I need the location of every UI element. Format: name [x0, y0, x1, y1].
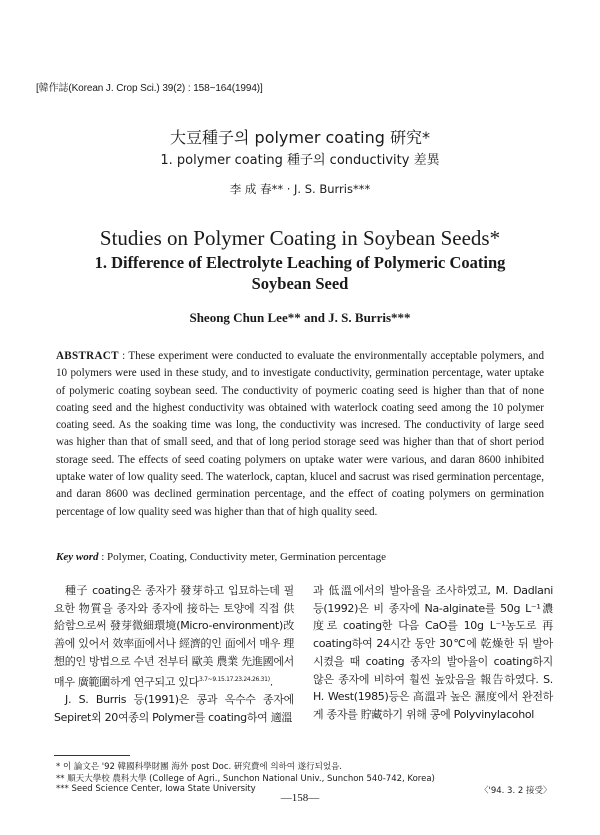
- citation-superscript: 3.7~9.15.17.23.24.26.31): [198, 675, 270, 683]
- body-column-right: [313, 582, 553, 724]
- english-authors: Sheong Chun Lee** and J. S. Burris***: [189, 310, 411, 325]
- body-column-left: [54, 582, 294, 726]
- body-paragraph: [54, 582, 294, 691]
- keywords: [56, 551, 546, 563]
- korean-subtitle: 1. polymer coating 種子의 conductivity 差異: [160, 153, 440, 168]
- body-text: 種子 coating은 종자가 發芽하고 입묘하는데 필요한 物質을 종자와 종자에 接하는 토양에 직접 供給함으로써 發芽微細環境(Micro-environment)改善에 있어서 效率面에서나 經濟的인 面에서 매우 理想的인 방법으로 수년 전부터 歐美 農業 先進國에서 매우 廣範圍하게 연구되고 있다: [54, 584, 294, 689]
- abstract-separator: :: [118, 350, 129, 362]
- body-paragraph: J. S. Burris 등(1991)은 콩과 옥수수 종자에 Sepiret외 20여종의 Polymer를 coating하여 適溫: [54, 692, 294, 724]
- keyword-text: Polymer, Coating, Conductivity meter, Germination percentage: [107, 551, 386, 563]
- footnote-rule: [54, 755, 130, 756]
- footnote-1: * 이 論文은 '92 韓國科學財團 海外 post Doc. 硏究費에 의하여 遂行되었음.: [56, 762, 343, 772]
- korean-title: 大豆種子의 polymer coating 硏究*: [170, 128, 430, 147]
- footnote-3: *** Seed Science Center, Iowa State University: [56, 784, 256, 794]
- keyword-label: Key word: [56, 551, 99, 563]
- english-subtitle-line1: 1. Difference of Electrolyte Leaching of Polymeric Coating: [94, 253, 506, 272]
- english-title: Studies on Polymer Coating in Soybean Seeds*: [99, 226, 501, 250]
- korean-authors: 李 成 春** · J. S. Burris***: [229, 182, 371, 196]
- abstract-text: These experiment were conducted to evaluate the environmentally acceptable polymers, and 10 polymers were used in these study, and to investigate conductivity, germination percentage, water uptake of polymeric coating soybean seed. The conductivity of poymeric coating seed is higher than that of none coating seed and the highest conductivity was obtained with waterlock coating seed among the 10 polymer coating seed. As the soaking time was long, the conductivity was incresed. The conductivity of large seed was higher than that of small seed, and that of long period storage seed was higher than that of short period storage seed. The effects of seed coating polymers on uptake water were various, and daran 8600 inhibited uptake water of low quality seed. The waterlock, captan, klucel and sacrust was rised germination percentage, and daran 8600 was declined germination percentage, and the effect of coating polymers on germination percentage of low quality seed was higher than that of high quality seed.: [56, 350, 544, 518]
- received-date: 〈'94. 3. 2 接受〉: [480, 786, 552, 796]
- english-subtitle-line2: Soybean Seed: [251, 274, 349, 293]
- keyword-separator: :: [98, 551, 108, 563]
- body-paragraph: 과 低溫에서의 발아율을 조사하였고, M. Dadlani 등(1992)은 비 종자에 Na-alginate를 50g L⁻¹濃度로 coating한 다음 CaO를 10g L⁻¹농도로 再 coating하여 24시간 동안 30℃에 乾燥한 뒤 발아시켰을 때 coating 종자의 발아율이 coating하지 않은 종자에 비하여 훨씬 높았음을 報告하였다. S. H. West(1985)등은 高溫과 높은 濕度에서 완전하게 종자를 貯藏하기 위해 콩에 Polyvinylacohol: [313, 584, 553, 721]
- journal-reference: [韓作誌(Korean J. Crop Sci.) 39(2) : 158~164(1994)]: [36, 83, 263, 94]
- page-number: —158—: [280, 792, 320, 804]
- abstract-label: ABSTRACT: [56, 350, 119, 362]
- footnote-2: ** 順天大學校 農科大學 (College of Agri., Sunchon National Univ., Sunchon 540-742, Korea): [56, 774, 435, 784]
- abstract: [56, 348, 544, 521]
- body-text-end: .: [269, 675, 273, 689]
